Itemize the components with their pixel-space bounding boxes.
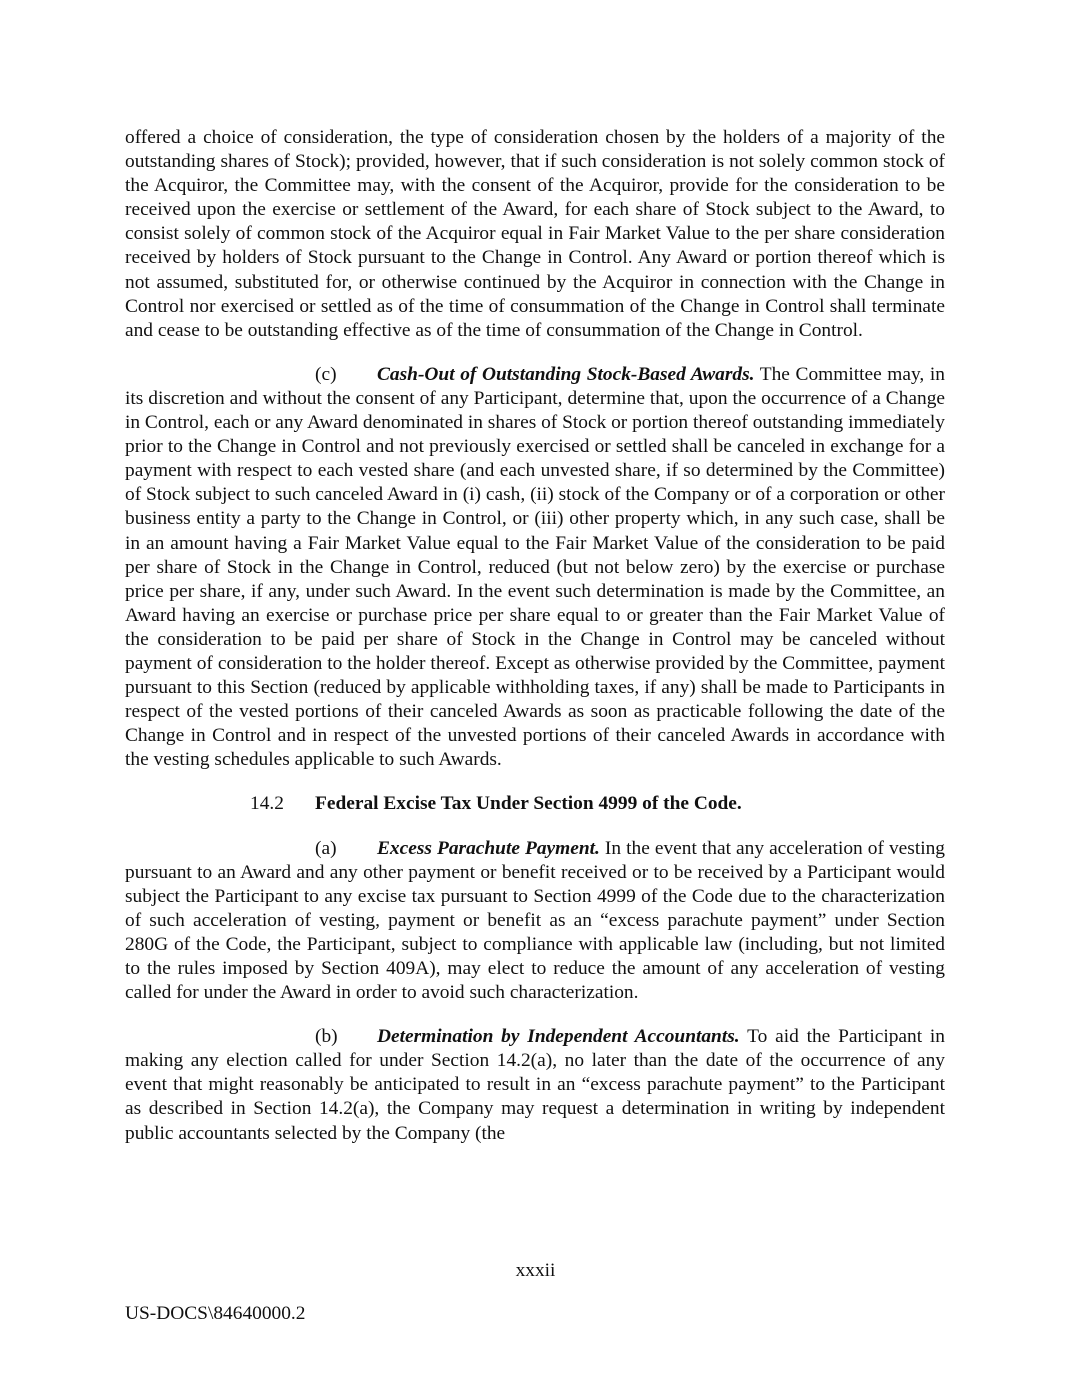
opening-paragraph: offered a choice of consideration, the type of consideration chosen by the holders of a majority of the outstanding shares of Stock); provided, however, that if such consideration is not solely common stock of the Acquiror, the Committee may, with the consent of the Acquiror, provide for the consideration to be received upon the exercise or settlement of the Award, for each share of Stock subject to the Award, to consist solely of common stock of the Acquiror equal in Fair Market Value to the per share consideration received by holders of Stock pursuant to the Change in Control. Any Award or portion thereof which is not assumed, substituted for, or otherwise continued by the Acquiror in connection with the Change in Control nor exercised or settled as of the time of consummation of the Change in Control shall terminate and cease to be outstanding effective as of the time of consummation of the Change in Control. [125, 127, 945, 341]
section-b-body: To aid the Participant in making any election called for under Section 14.2(a), no later than the date of the occurrence of any event that might reasonably be anticipated to result in an “excess parachute payment” to the Participant as described in Section 14.2(a), the Company may request a determination in writing by independent public accountants selected by the Company (the [125, 1026, 945, 1144]
document-id-footer: US-DOCS\84640000.2 [125, 1303, 306, 1324]
section-a-paragraph [125, 837, 945, 1006]
section-14-2-title: Federal Excise Tax Under Section 4999 of the Code. [315, 793, 742, 815]
section-a-marker: (a) [315, 837, 337, 859]
section-b-heading: Determination by Independent Accountants. [377, 1026, 740, 1048]
section-c-paragraph [125, 363, 945, 773]
document-body [125, 126, 945, 1146]
section-14-2-number: 14.2 [250, 793, 284, 815]
section-c-heading: Cash-Out of Outstanding Stock-Based Awards. [377, 363, 755, 385]
page-number: xxxii [515, 1260, 556, 1281]
section-b-marker: (b) [315, 1026, 338, 1048]
section-c-body: The Committee may, in its discretion and without the consent of any Participant, determine that, upon the occurrence of a Change in Control, each or any Award denominated in shares of Stock or portion thereof outstanding immediately prior to the Change in Control and not previously exercised or settled shall be canceled in exchange for a payment with respect to each vested share (and each unvested share, if so determined by the Committee) of Stock subject to such canceled Award in (i) cash, (ii) stock of the Company or of a corporation or other business entity a party to the Change in Control, or (iii) other property which, in any such case, shall be in an amount having a Fair Market Value equal to the Fair Market Value of the consideration to be paid per share of Stock in the Change in Control, reduced (but not below zero) by the exercise or purchase price per share, if any, under such Award. In the event such determination is made by the Committee, an Award having an exercise or purchase price per share equal to or greater than the Fair Market Value of the consideration to be paid per share of Stock in the Change in Control may be canceled without payment of consideration to the holder thereof. Except as otherwise provided by the Committee, payment pursuant to this Section (reduced by applicable withholding taxes, if any) shall be made to Participants in respect of the vested portions of their canceled Awards as soon as practicable following the date of the Change in Control and in respect of the unvested portions of their canceled Awards in accordance with the vesting schedules applicable to such Awards. [125, 363, 945, 771]
section-a-body: In the event that any acceleration of vesting pursuant to an Award and any other payment or benefit received or to be received by a Participant would subject the Participant to any excise tax pursuant to Section 4999 of the Code due to the characterization of such acceleration of vesting, payment or benefit as an “excess parachute payment” under Section 280G of the Code, the Participant, subject to compliance with applicable law (including, but not limited to the rules imposed by Section 409A), may elect to reduce the amount of any acceleration of vesting called for under the Award in order to avoid such characterization. [125, 837, 945, 1004]
section-b-paragraph [125, 1025, 945, 1145]
section-c-marker: (c) [315, 363, 337, 385]
section-14-2-heading [125, 792, 945, 816]
section-a-heading: Excess Parachute Payment. [377, 837, 600, 859]
